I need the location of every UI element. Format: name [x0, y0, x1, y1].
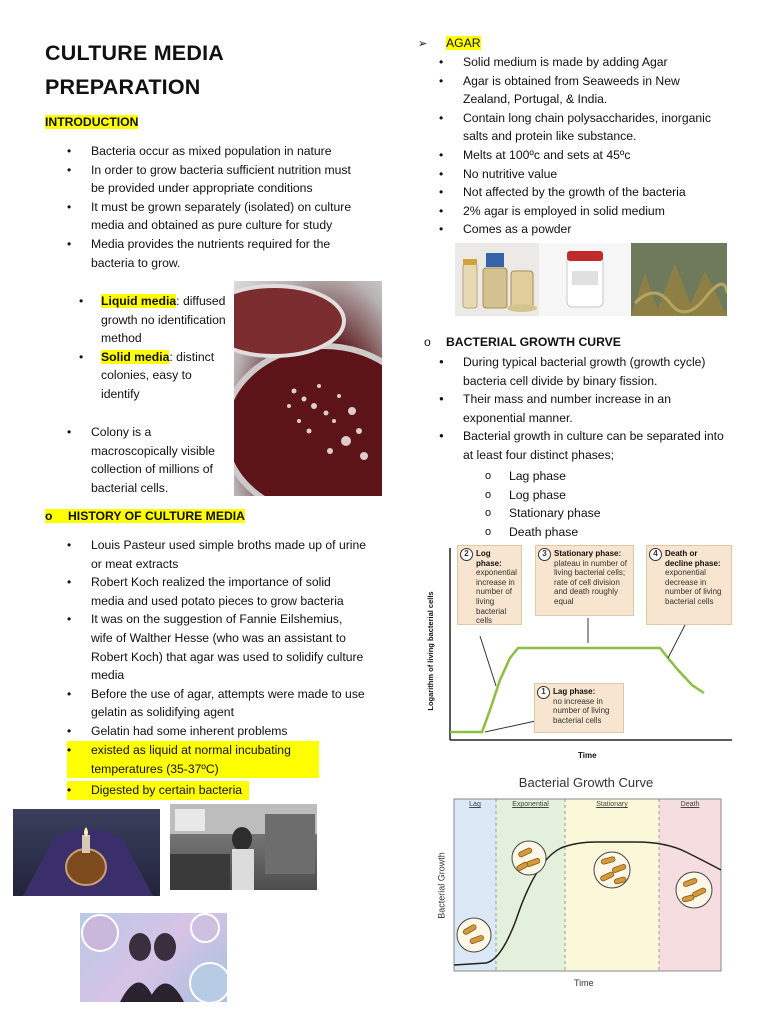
koch-lab-photo	[170, 804, 317, 890]
list-item: • Bacteria occur as mixed population in nature	[67, 142, 359, 161]
lab-illustration	[170, 804, 317, 890]
death-phase-box: 4 Death or decline phase: exponential decrease in number of living bacterial cells	[646, 545, 732, 625]
phases-list	[485, 467, 685, 541]
page-title	[45, 36, 224, 104]
title-line-2: PREPARATION	[45, 75, 201, 99]
list-item: • Agar is obtained from Seaweeds in New Zealand, Portugal, & India.	[439, 72, 709, 109]
diagram1-ylabel-wrap	[424, 580, 438, 730]
list-item: • Not affected by the growth of the bacteria	[439, 183, 739, 202]
chart2-ylabel: Bacterial Growth	[436, 852, 447, 919]
list-item: • It must be grown separately (isolated) on culture media and obtained as pure culture for study	[67, 198, 359, 235]
liquid-media-label: Liquid media	[101, 294, 177, 308]
phase-label-death: Death	[680, 801, 700, 808]
phase-label-lag: Lag	[469, 801, 481, 808]
list-item: • Melts at 100ºc and sets at 45ºc	[439, 146, 739, 165]
growth-list	[439, 353, 739, 465]
growth-curve-heading: o BACTERIAL GROWTH CURVE	[424, 333, 621, 352]
agar-photos	[455, 243, 727, 316]
liquid-media-text: : diffused growth no identification method	[101, 294, 226, 346]
solid-media-label: Solid media	[101, 349, 170, 364]
list-item: • Media provides the nutrients required for the bacteria to grow.	[67, 235, 359, 272]
phase-label-exponential: Exponential	[512, 801, 549, 808]
media-types-list	[79, 292, 229, 404]
history-list	[67, 536, 367, 741]
list-item: ● Their mass and number increase in an exponential manner.	[439, 390, 709, 427]
list-item: • Colony is a macroscopically visible collection of millions of bacterial cells.	[67, 423, 233, 497]
agar-photo-strip	[455, 243, 727, 316]
list-item: • Comes as a powder	[439, 220, 739, 239]
chart2-title: Bacterial Growth Curve	[518, 775, 654, 790]
petri-dish-illustration	[234, 281, 382, 496]
list-item: • Louis Pasteur used simple broths made up of urine or meat extracts	[67, 536, 367, 573]
list-item: • Gelatin had some inherent problems	[67, 722, 367, 741]
colony-list	[67, 423, 233, 497]
log-phase-box: 2 Log phase: exponential increase in number of living bacterial cells	[457, 545, 522, 625]
growth-marker: o	[424, 335, 431, 349]
list-item: o Log phase	[485, 486, 685, 505]
liquid-media-item	[79, 292, 229, 348]
lag-phase-box: 1 Lag phase: no increase in number of living bacterial cells	[534, 683, 624, 733]
gelatin-problems-list	[67, 741, 319, 800]
phase-label-stationary: Stationary	[596, 801, 628, 808]
stationary-phase-box: 3 Stationary phase: plateau in number of living bacterial cells; rate of cell division and death roughly equal	[535, 545, 634, 616]
petri-dish-photo	[234, 281, 382, 496]
list-item: • Before the use of agar, attempts were made to use gelatin as solidifying agent	[67, 685, 367, 722]
history-heading: o HISTORY OF CULTURE MEDIA	[45, 507, 245, 526]
introduction-heading: INTRODUCTION	[45, 115, 139, 129]
chart2-xlabel: Time	[574, 978, 594, 988]
list-item: • No nutritive value	[439, 165, 739, 184]
list-item: • Contain long chain polysaccharides, inorganic salts and protein like substance.	[439, 109, 739, 146]
list-item: o Lag phase	[485, 467, 685, 486]
list-item: • 2% agar is employed in solid medium	[439, 202, 739, 221]
diagram1-xlabel: Time	[578, 751, 597, 760]
history-marker: o	[45, 509, 53, 523]
solid-media-text: : distinct colonies, easy to identify	[101, 349, 215, 401]
diagram1-ylabel: Logarithm of living bacterial cells	[426, 591, 435, 711]
list-item: o Death phase	[485, 523, 685, 542]
growth-phase-diagram	[426, 540, 740, 762]
highlighted-item: • existed as liquid at normal incubating temperatures (35-37ºC)	[67, 741, 319, 778]
intro-list	[67, 142, 359, 272]
flask-illustration	[13, 809, 160, 896]
list-item: ● Bacterial growth in culture can be separated into at least four distinct phases;	[439, 427, 729, 464]
growth-curve-chart	[436, 770, 736, 992]
list-item: • Robert Koch realized the importance of solid media and used potato pieces to grow bacteria	[67, 573, 367, 610]
agar-marker: ➢	[418, 38, 428, 50]
list-item: o Stationary phase	[485, 504, 685, 523]
flask-photo	[13, 809, 160, 896]
solid-media-item	[79, 348, 229, 404]
portrait-illustration	[80, 913, 227, 1002]
list-item: • It was on the suggestion of Fannie Eilshemius, wife of Walther Hesse (who was an assistant to Robert Koch) that agar was used to solidify culture media	[67, 610, 367, 684]
list-item: • In order to grow bacteria sufficient nutrition must be provided under appropriate conditions	[67, 161, 359, 198]
highlighted-item: • Digested by certain bacteria	[67, 781, 249, 800]
list-item: • Solid medium is made by adding Agar	[439, 53, 739, 72]
agar-list	[439, 53, 739, 239]
title-line-1: CULTURE MEDIA	[45, 41, 224, 65]
hesse-photo	[80, 913, 227, 1002]
agar-heading: ➢ AGAR	[418, 34, 481, 54]
list-item: ● During typical bacterial growth (growth cycle) bacteria cell divide by binary fission.	[439, 353, 729, 390]
